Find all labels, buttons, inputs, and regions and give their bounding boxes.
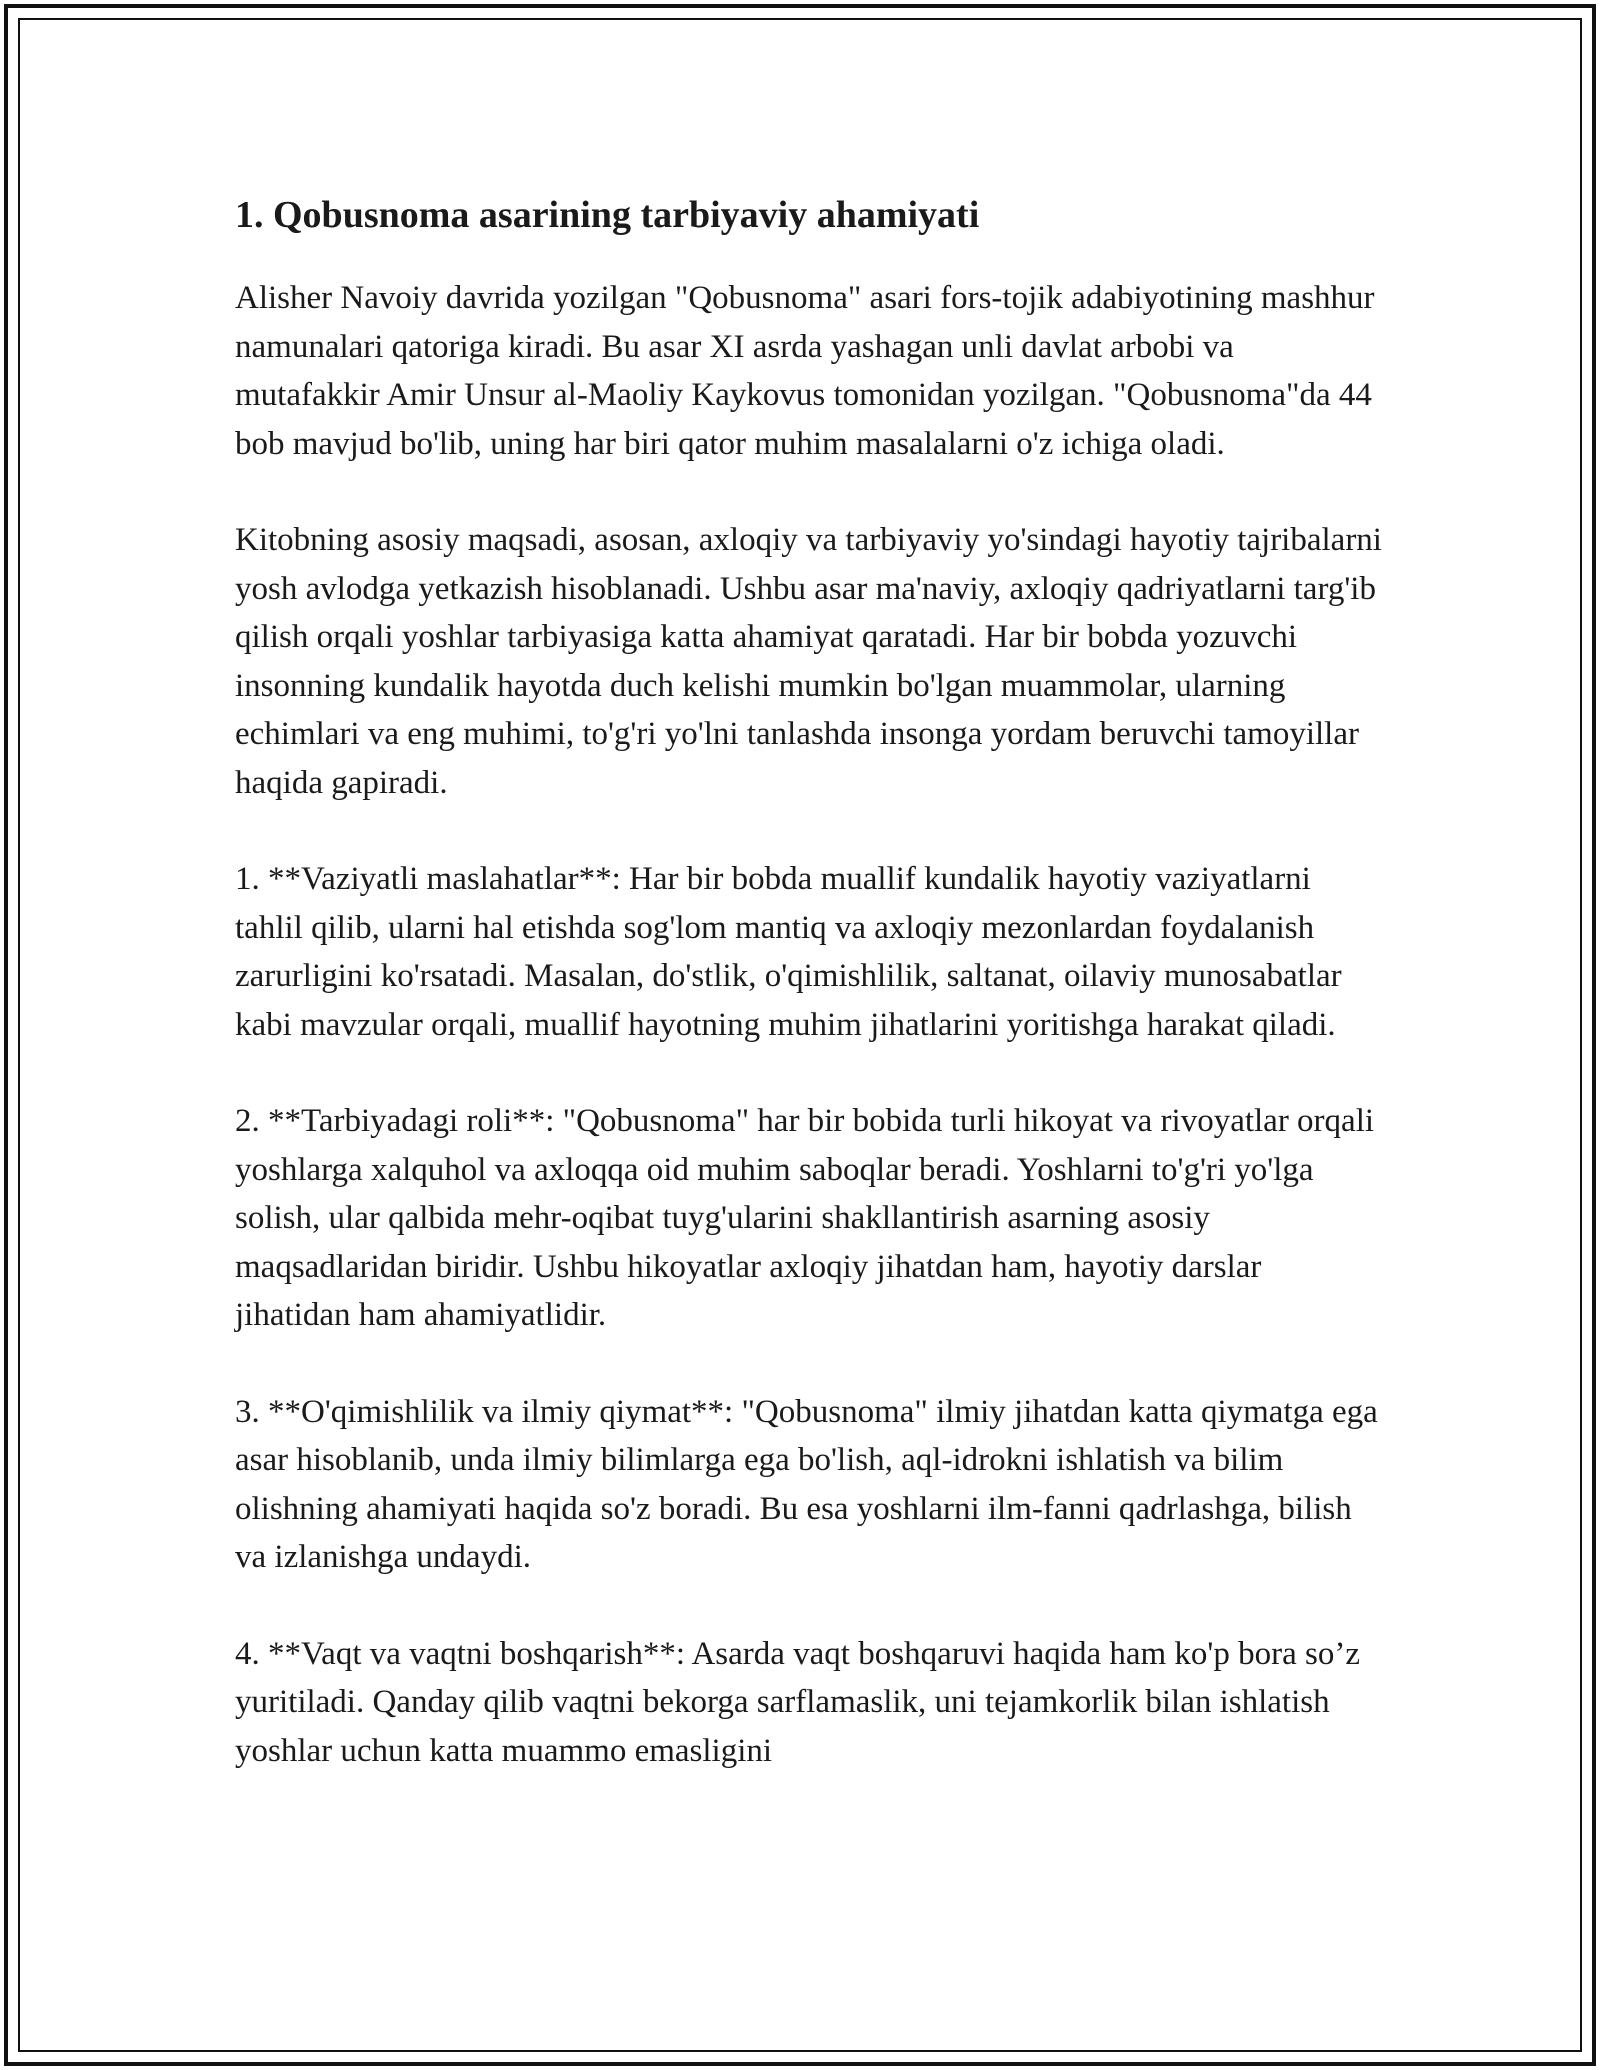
paragraph-point-1: 1. **Vaziyatli maslahatlar**: Har bir bobda muallif kundalik hayotiy vaziyatlarni tahlil qilib, ularni hal etishda sog'lom mantiq va axloqiy mezonlardan foydalanish zarurligini ko'rsatadi. Masalan, do'stlik, o'qimishlilik, saltanat, oilaviy munosabatlar kabi mavzular orqali, muallif hayotning muhim jihatlarini yoritishga harakat qiladi.	[235, 861, 1342, 1043]
paragraph-point-4: 4. **Vaqt va vaqtni boshqarish**: Asarda vaqt boshqaruvi haqida ham ko'p bora so’z yuritiladi. Qanday qilib vaqtni bekorga sarflamaslik, uni tejamkorlik bilan ishlatish yoshlar uchun katta muammo emasligini	[235, 1635, 1360, 1769]
paragraph-point-3: 3. **O'qimishlilik va ilmiy qiymat**: "Qobusnoma" ilmiy jihatdan katta qiymatga ega asar hisoblanib, unda ilmiy bilimlarga ega bo'lish, aql-idrokni ishlatish va bilim olishning ahamiyati haqida so'z boradi. Bu esa yoshlarni ilm-fanni qadrlashga, bilish va izlanishga undaydi.	[235, 1393, 1378, 1575]
paragraph-purpose: Kitobning asosiy maqsadi, asosan, axloqiy va tarbiyaviy yo'sindagi hayotiy tajribalarni yosh avlodga yetkazish hisoblanadi. Ushbu asar ma'naviy, axloqiy qadriyatlarni targ'ib qilish orqali yoshlar tarbiyasiga katta ahamiyat qaratadi. Har bir bobda yozuvchi insonning kundalik hayotda duch kelishi mumkin bo'lgan muammolar, ularning echimlari va eng muhimi, to'g'ri yo'lni tanlashda insonga yordam beruvchi tamoyillar haqida gapiradi.	[235, 522, 1382, 801]
document-title: 1. Qobusnoma asarining tarbiyaviy ahamiyati	[235, 194, 980, 236]
paragraph-point-2: 2. **Tarbiyadagi roli**: "Qobusnoma" har bir bobida turli hikoyat va rivoyatlar orqali yoshlarga xalquhol va axloqqa oid muhim saboqlar beradi. Yoshlarni to'g'ri yo'lga solish, ular qalbida mehr-oqibat tuyg'ularini shakllantirish asarning asosiy maqsadlaridan biridir. Ushbu hikoyatlar axloqiy jihatdan ham, hayotiy darslar jihatidan ham ahamiyatlidir.	[235, 1103, 1375, 1333]
document-body	[235, 190, 1385, 1823]
paragraph-intro: Alisher Navoiy davrida yozilgan "Qobusnoma" asari fors-tojik adabiyotining mashhur namunalari qatoriga kiradi. Bu asar XI asrda yashagan unli davlat arbobi va mutafakkir Amir Unsur al-Maoliy Kaykovus tomonidan yozilgan. "Qobusnoma"da 44 bob mavjud bo'lib, uning har biri qator muhim masalalarni o'z ichiga oladi.	[235, 280, 1375, 462]
